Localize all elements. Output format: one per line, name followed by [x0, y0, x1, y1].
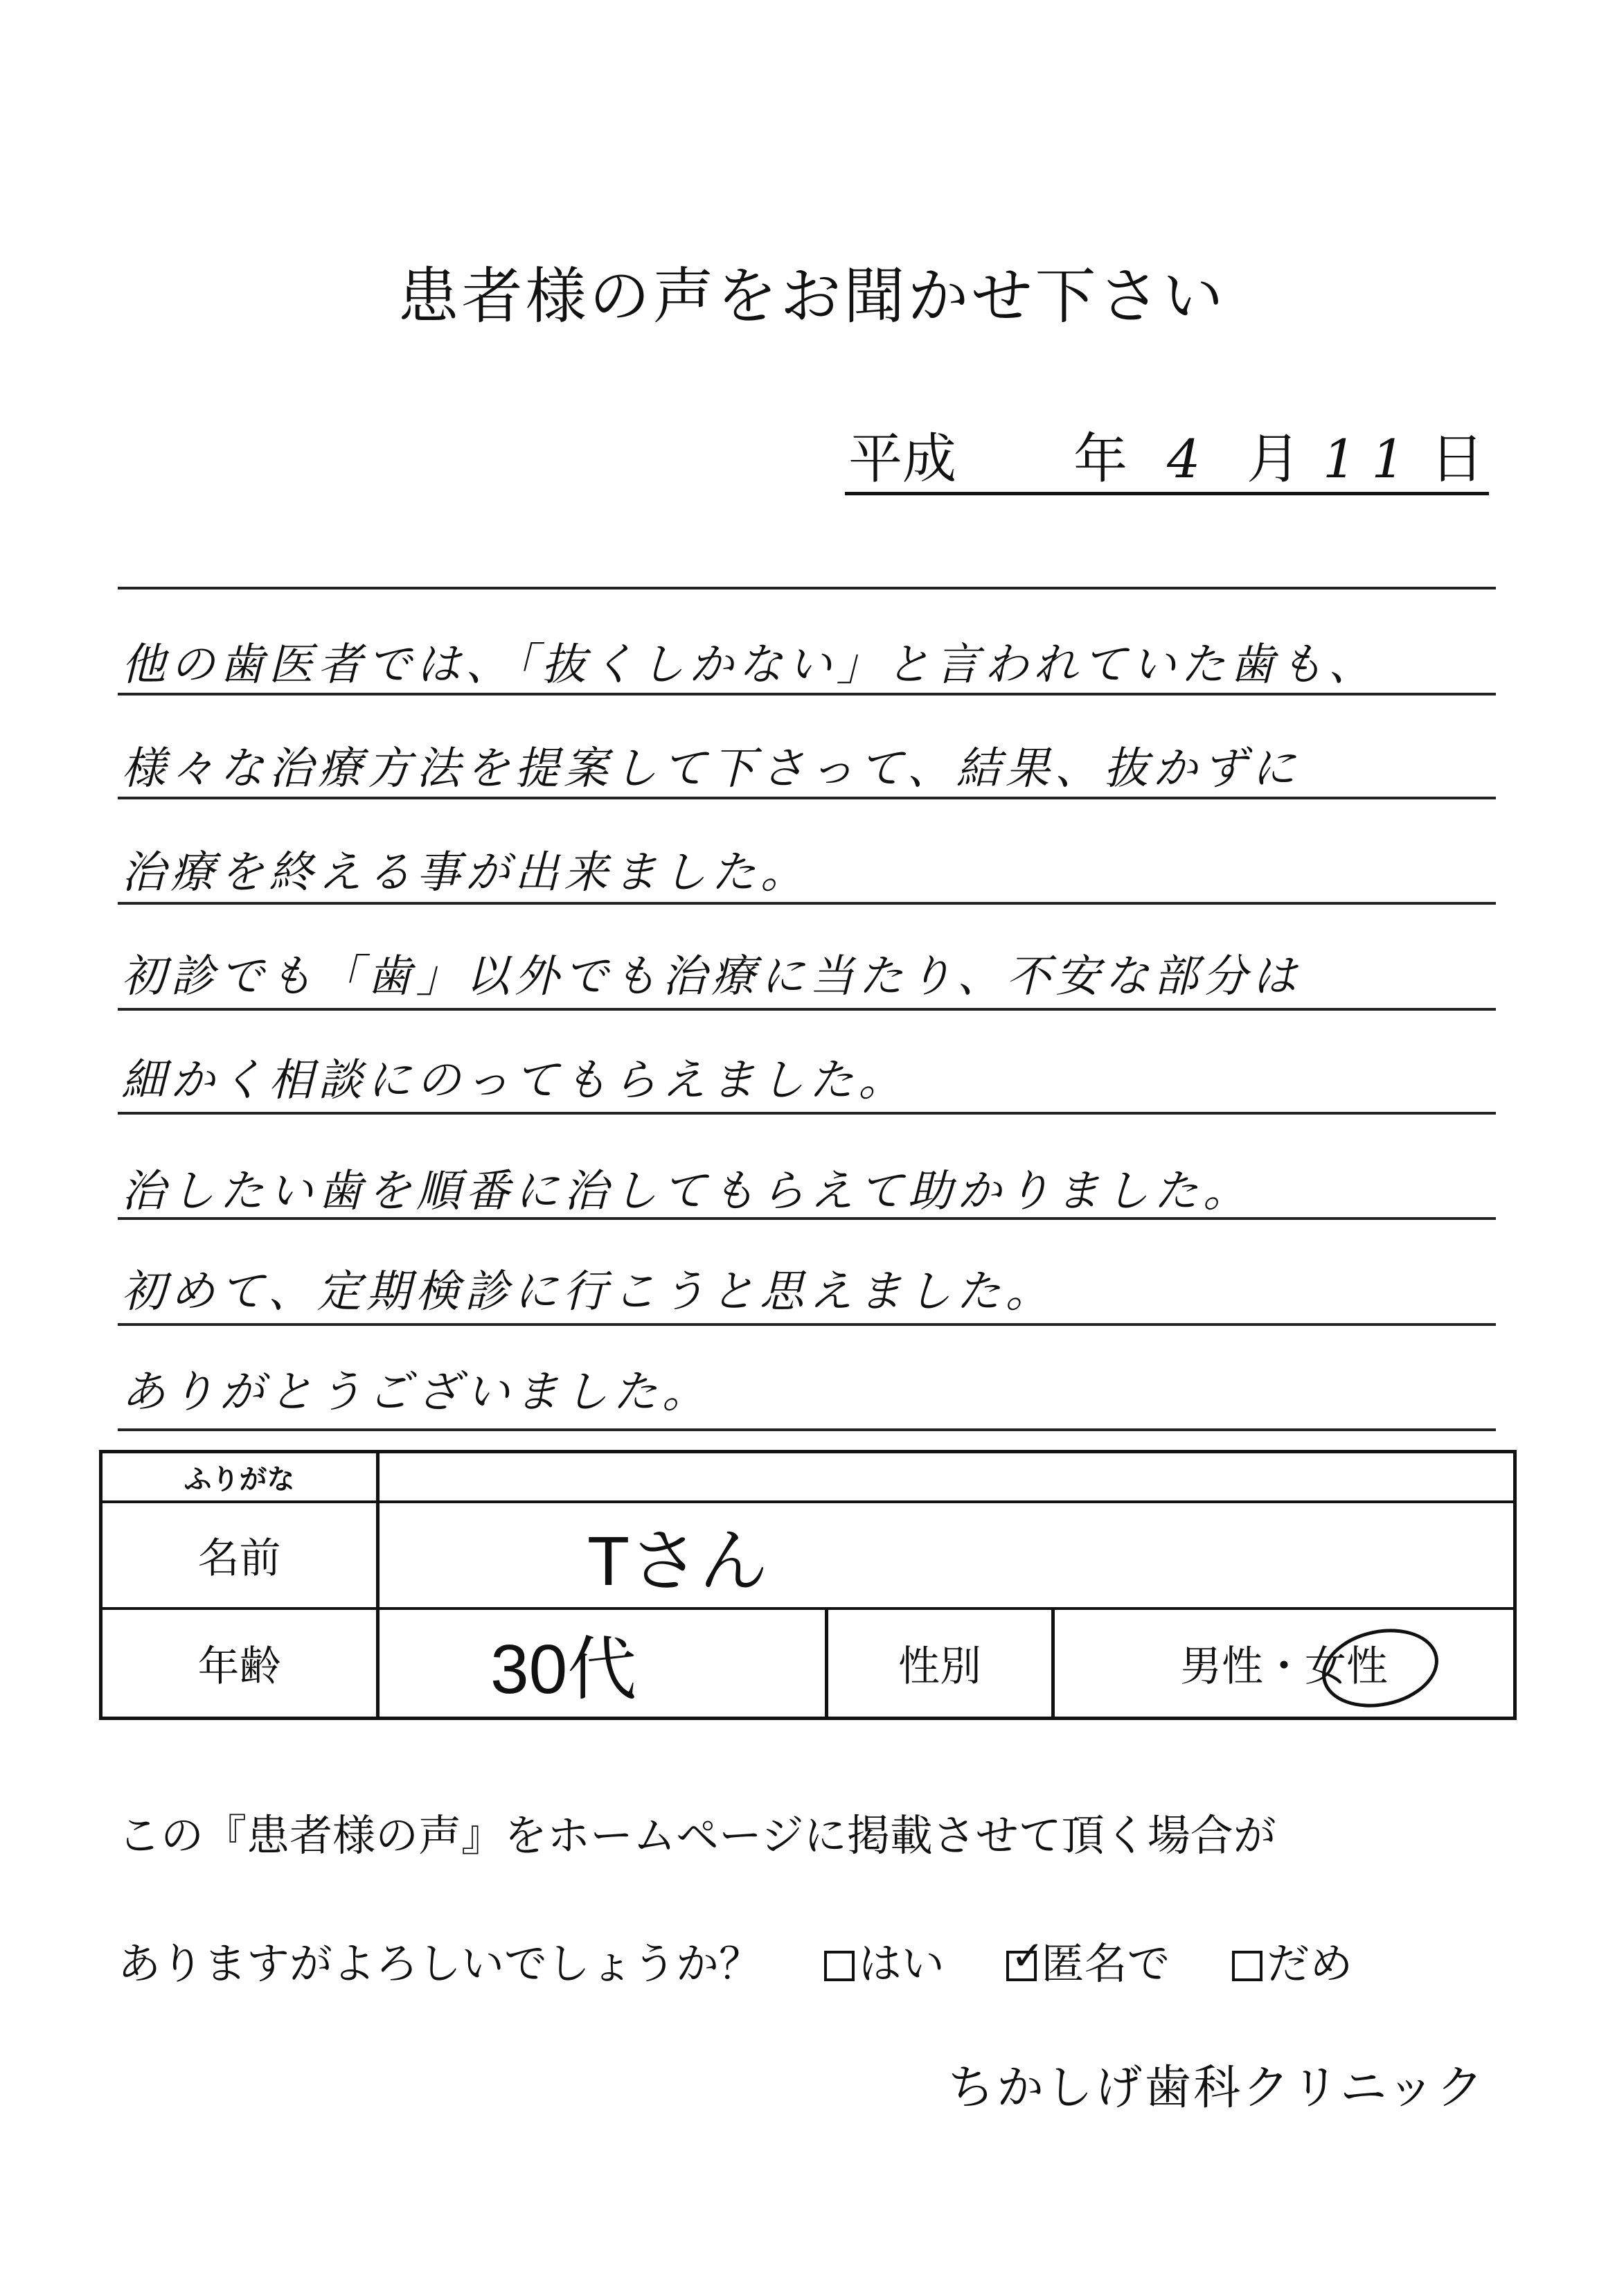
consent-option-no[interactable] [1232, 1933, 1353, 1995]
date-day-unit: 日 [1430, 428, 1485, 490]
gender-label: 性別 [898, 1642, 981, 1691]
date-year-unit: 年 [1073, 428, 1128, 490]
furigana-field [380, 1453, 1513, 1500]
consent-question-line1: この『患者様の声』をホームページに掲載させて頂く場合が [118, 1810, 1276, 1861]
comment-line-7: 初めて、定期検診に行こうと思えました。 [121, 1266, 1055, 1318]
consent-option-label: だめ [1267, 1938, 1353, 1989]
comment-line-5: 細かく相談にのってもらえました。 [121, 1055, 908, 1106]
comment-rule [118, 1323, 1496, 1326]
furigana-label: ふりがな [184, 1463, 295, 1496]
date-era: 平成 [848, 428, 957, 490]
comment-rule [118, 1008, 1496, 1011]
age-value: 30代 [490, 1631, 637, 1708]
consent-option-label: はい [858, 1938, 945, 1989]
date-month-unit: 月 [1247, 428, 1301, 490]
consent-question-row [118, 1933, 1353, 1995]
comment-rule [118, 902, 1496, 905]
name-value: Tさん [587, 1523, 769, 1600]
checkbox-icon[interactable] [824, 1951, 855, 1981]
comment-line-4: 初診でも「歯」以外でも治療に当たり、不安な部分は [121, 951, 1301, 1002]
patient-info-table [99, 1450, 1517, 1720]
gender-options: 男性・女性 [1180, 1642, 1388, 1691]
comment-line-6: 治したい歯を順番に治してもらえて助かりました。 [121, 1166, 1252, 1217]
consent-question-line2: ありますがよろしいでしょうか？ [118, 1938, 762, 1989]
checkbox-icon[interactable] [1232, 1951, 1262, 1981]
comment-line-1: 他の歯医者では、「抜くしかない」と言われていた歯も、 [121, 639, 1377, 691]
date-row [845, 416, 1489, 495]
date-month-value: 4 [1167, 428, 1201, 490]
comment-line-8: ありがとうございました。 [121, 1367, 711, 1418]
clinic-name: ちかしげ歯科クリニック [947, 2061, 1485, 2116]
comment-line-2: 様々な治療方法を提案して下さって、結果、抜かずに [121, 743, 1301, 795]
comment-line-3: 治療を終える事が出来ました。 [121, 847, 810, 898]
consent-option-yes[interactable] [824, 1933, 945, 1995]
comment-rule [118, 1428, 1496, 1431]
consent-option-label: 匿名で [1041, 1938, 1170, 1989]
date-day-value: 11 [1323, 428, 1420, 490]
age-label: 年齢 [197, 1642, 281, 1691]
form-title: 患者様の声をお聞かせ下さい [398, 260, 1226, 332]
comment-rule [118, 693, 1496, 695]
consent-option-anonymous[interactable] [1006, 1933, 1170, 1995]
comment-rule [118, 587, 1496, 590]
checked-checkbox-icon[interactable] [1006, 1951, 1037, 1981]
comment-rule [118, 1112, 1496, 1115]
name-label: 名前 [197, 1534, 281, 1583]
comment-rule [118, 1217, 1496, 1220]
comment-rule [118, 797, 1496, 799]
